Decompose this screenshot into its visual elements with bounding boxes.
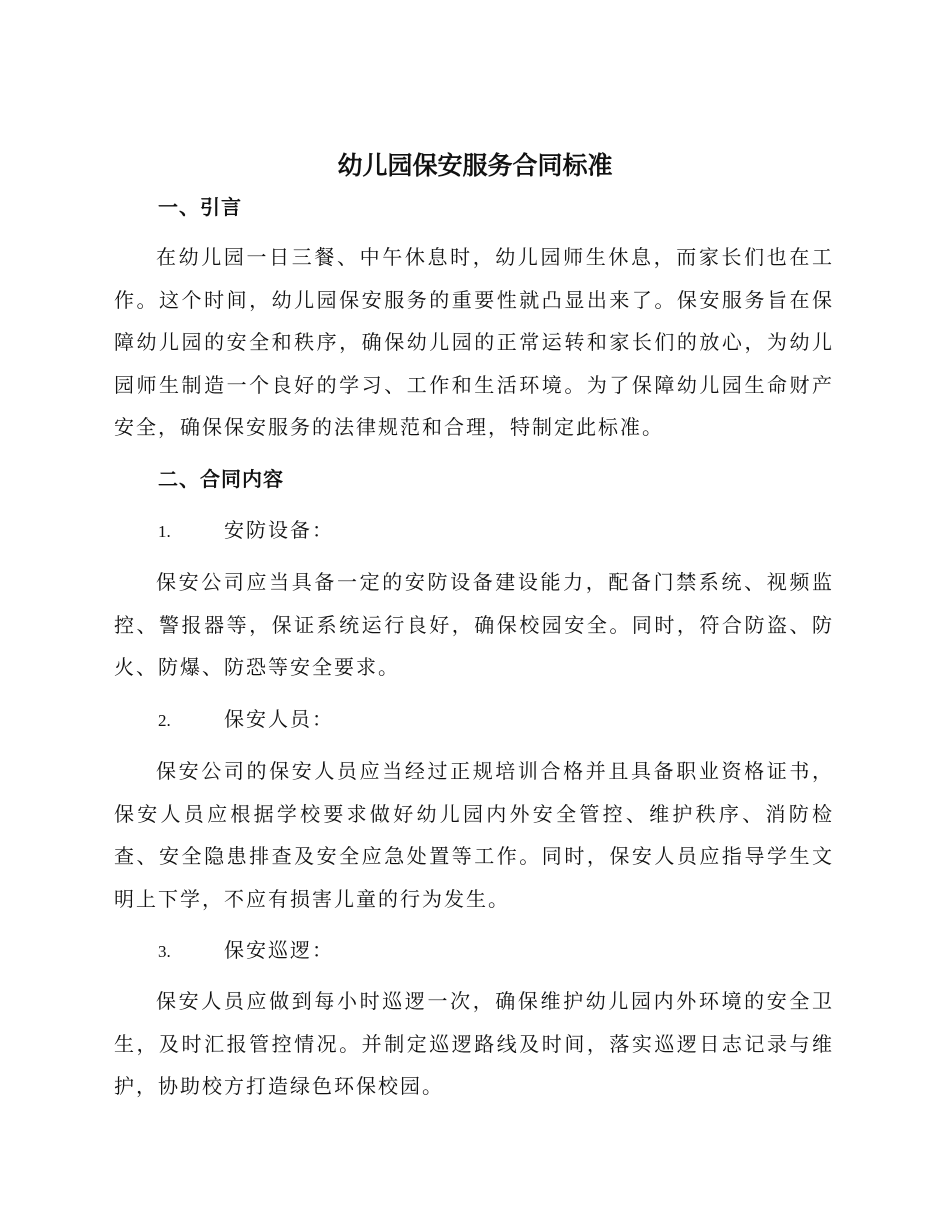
- security-equipment-paragraph: 保安公司应当具备一定的安防设备建设能力，配备门禁系统、视频监控、警报器等，保证系统运行良好，确保校园安全。同时，符合防盗、防火、防爆、防恐等安全要求。: [114, 570, 834, 679]
- security-personnel-paragraph: 保安公司的保安人员应当经过正规培训合格并且具备职业资格证书，保安人员应根据学校要求做好幼儿园内外安全管控、维护秩序、消防检查、安全隐患排查及安全应急处置等工作。同时，保安人员应指导学生文明上下学，不应有损害儿童的行为发生。: [114, 759, 834, 911]
- list-item-security-equipment: [158, 515, 334, 547]
- section-heading-introduction: 一、引言: [158, 195, 242, 219]
- section-heading-contract-content: 二、合同内容: [158, 467, 284, 491]
- list-item-number: 2.: [158, 711, 171, 730]
- list-item-number: 1.: [158, 522, 171, 541]
- list-item-label: 安防设备：: [224, 518, 334, 542]
- document-title: 幼儿园保安服务合同标准: [337, 151, 613, 180]
- list-item-label: 保安巡逻：: [224, 938, 334, 962]
- introduction-paragraph: 在幼儿园一日三餐、中午休息时，幼儿园师生休息，而家长们也在工作。这个时间，幼儿园保安服务的重要性就凸显出来了。保安服务旨在保障幼儿园的安全和秩序，确保幼儿园的正常运转和家长们的放心，为幼儿园师生制造一个良好的学习、工作和生活环境。为了保障幼儿园生命财产安全，确保保安服务的法律规范和合理，特制定此标准。: [114, 245, 834, 439]
- list-item-security-personnel: [158, 704, 334, 736]
- list-item-number: 3.: [158, 942, 171, 961]
- list-item-label: 保安人员：: [224, 707, 334, 731]
- security-patrol-paragraph: 保安人员应做到每小时巡逻一次，确保维护幼儿园内外环境的安全卫生，及时汇报管控情况。并制定巡逻路线及时间，落实巡逻日志记录与维护，协助校方打造绿色环保校园。: [114, 989, 834, 1098]
- list-item-security-patrol: [158, 935, 334, 967]
